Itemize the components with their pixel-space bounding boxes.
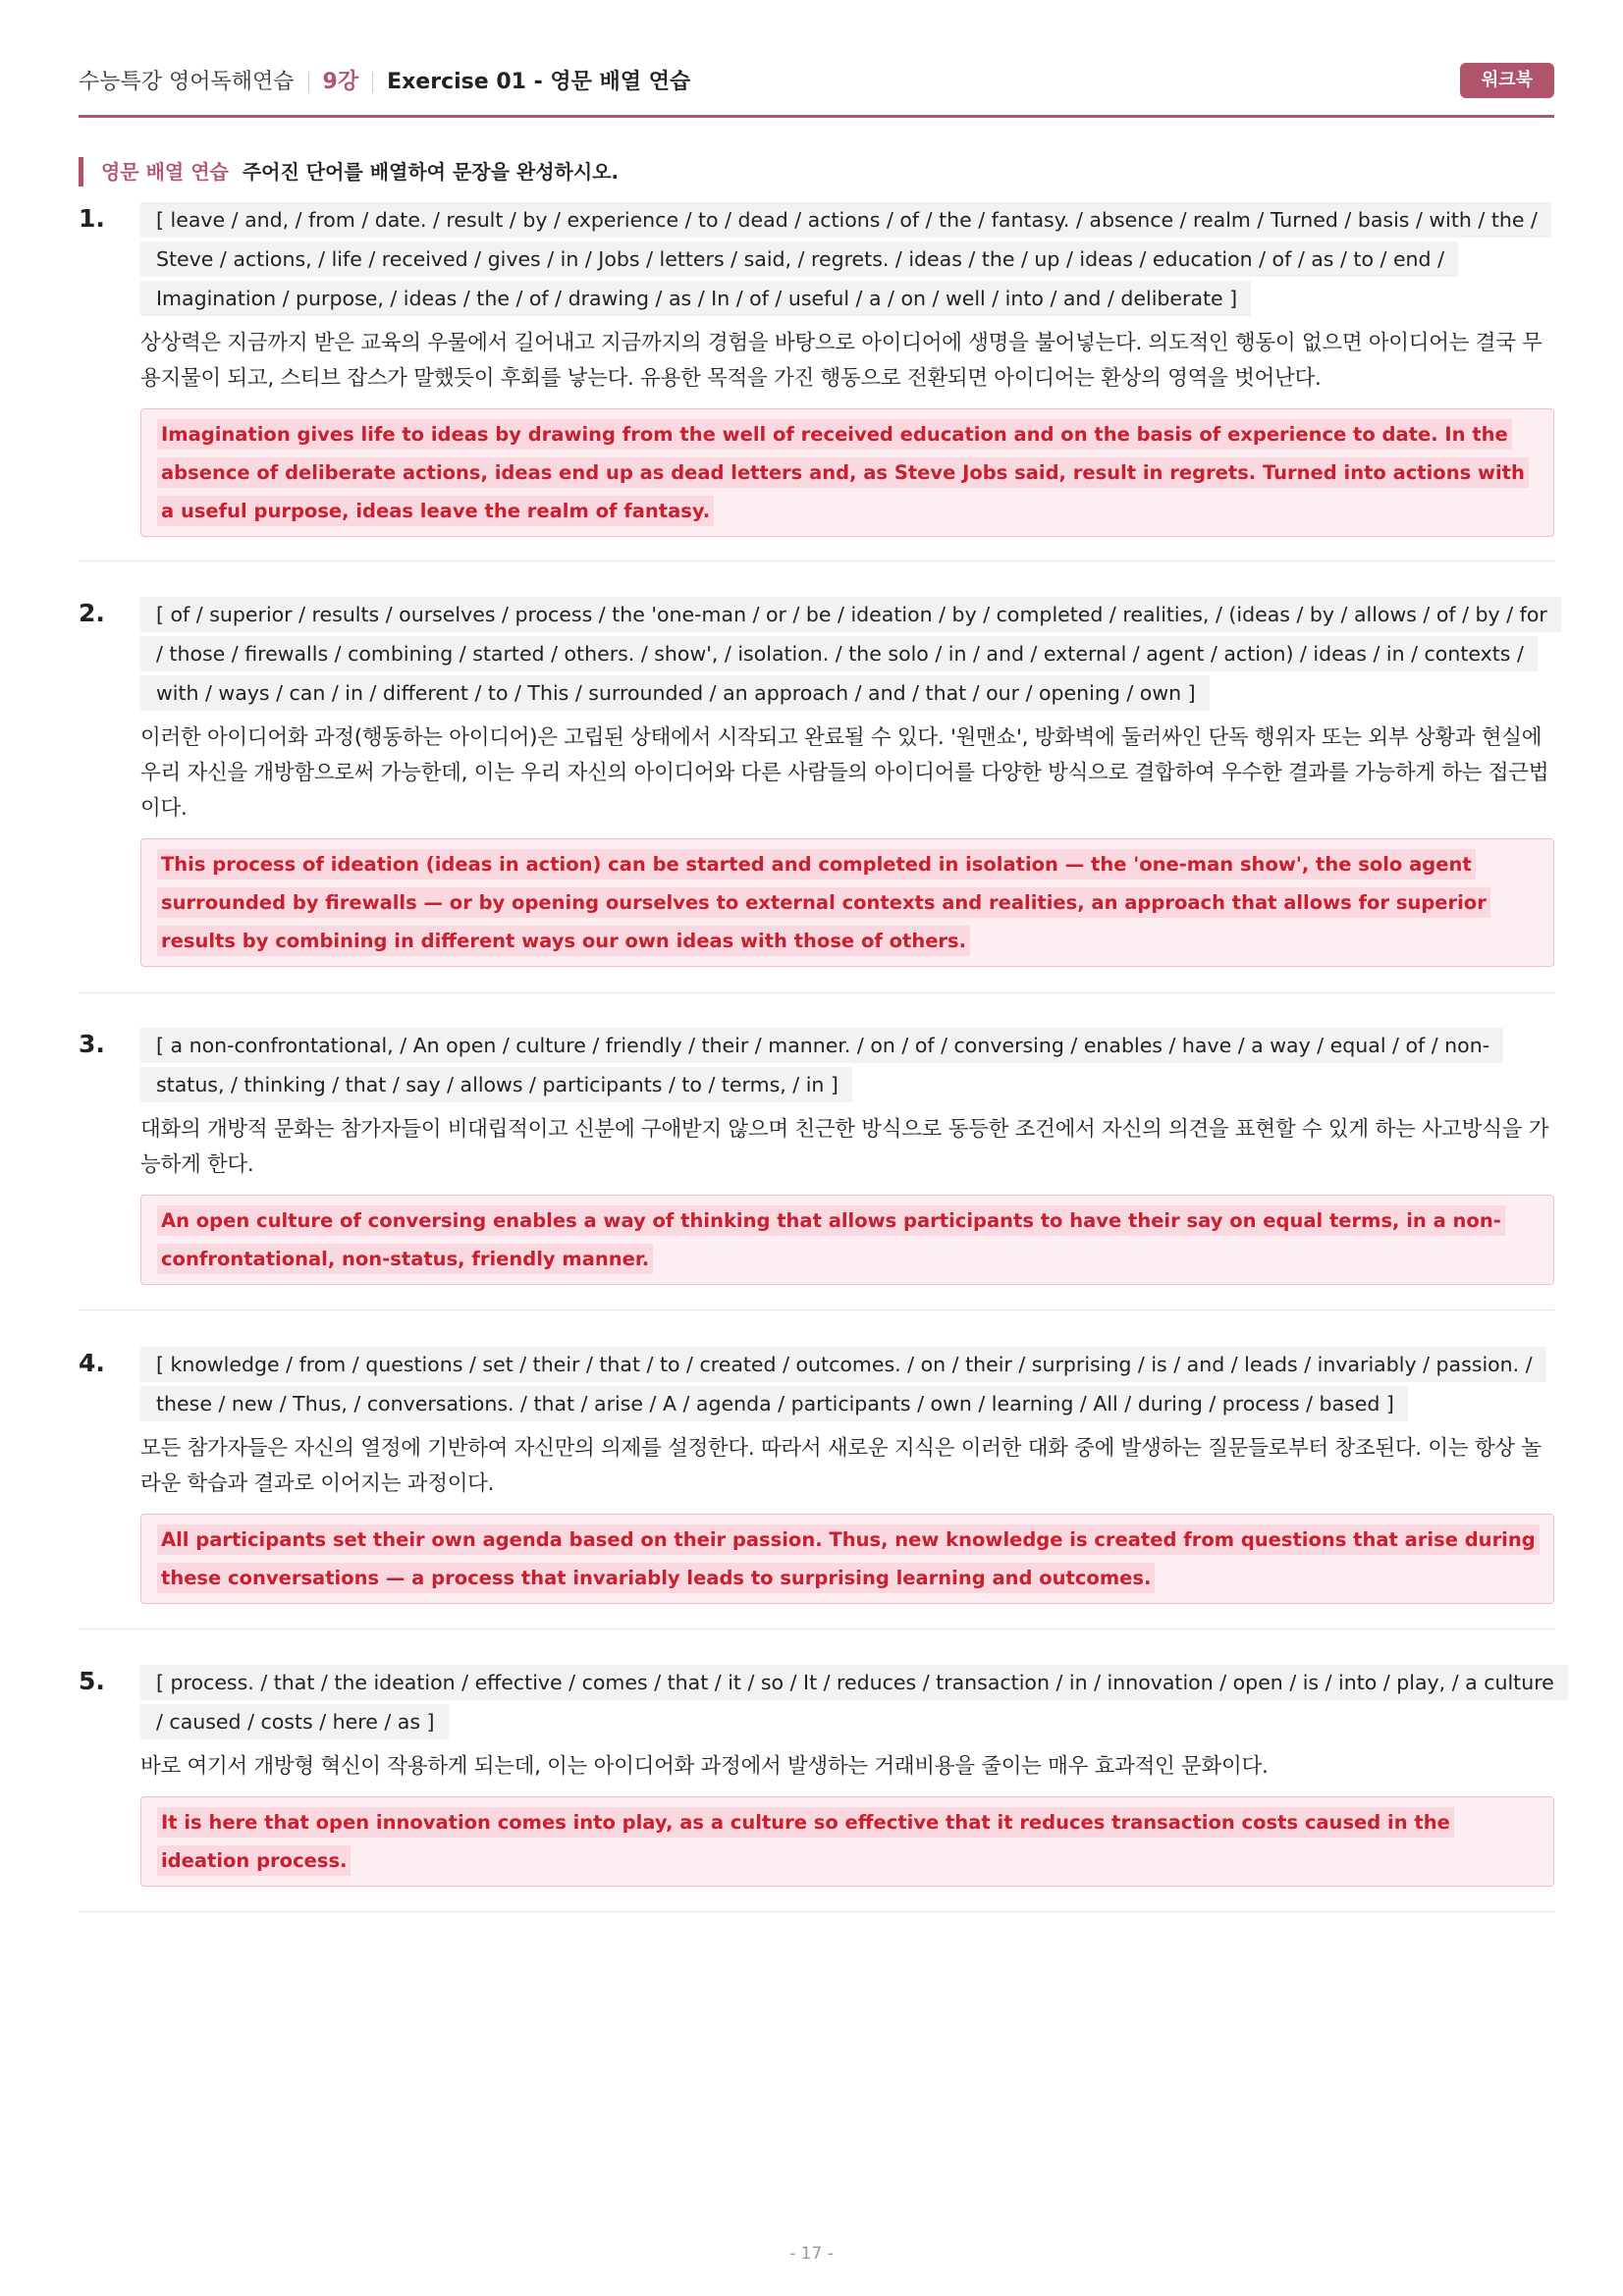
word-bank <box>140 595 1554 713</box>
exercise-item <box>79 200 1554 561</box>
word-bank-text: [ process. / that / the ideation / effective / comes / that / it / so / It / reduces / transaction / in / innovation / open / is / into / play, / a culture / caused / costs / here / as ] <box>140 1665 1568 1739</box>
korean-translation: 상상력은 지금까지 받은 교육의 우물에서 길어내고 지금까지의 경험을 바탕으로 아이디어에 생명을 불어넣는다. 의도적인 행동이 없으면 아이디어는 결국 무용지물이 되고, 스티브 잡스가 말했듯이 후회를 낳는다. 유용한 목적을 가진 행동으로 전환되면 아이디어는 환상의 영역을 벗어난다. <box>140 331 1542 391</box>
answer-box <box>140 1195 1554 1285</box>
section-heading <box>79 157 619 187</box>
exercise-title: Exercise 01 - 영문 배열 연습 <box>387 70 691 94</box>
breadcrumb-divider <box>372 72 373 93</box>
korean-translation: 대화의 개방적 문화는 참가자들이 비대립적이고 신분에 구애받지 않으며 친근한 방식으로 동등한 조건에서 자신의 의견을 표현할 수 있게 하는 사고방식을 가능하게 한다. <box>140 1117 1549 1177</box>
answer-box <box>140 408 1554 537</box>
book-title: 수능특강 영어독해연습 <box>79 70 295 94</box>
breadcrumb <box>79 67 690 98</box>
exercise-number: 3. <box>79 1030 105 1058</box>
word-bank <box>140 1026 1554 1104</box>
word-bank-text: [ leave / and, / from / date. / result / by / experience / to / dead / actions / of / the / fantasy. / absence / realm / Turned / basis / with / the / Steve / actions, / life / received / gives / in / Jobs / letters / said, / regrets. / ideas / the / up / ideas / education / of / as / to / end / Imagination / purpose, / ideas / the / of / drawing / as / In / of / useful / a / on / well / into / and / deliberate ] <box>140 202 1551 316</box>
page-header <box>79 61 1554 118</box>
lesson-number: 9강 <box>322 70 359 94</box>
word-bank <box>140 1663 1554 1741</box>
word-bank-text: [ knowledge / from / questions / set / their / that / to / created / outcomes. / on / their / surprising / is / and / leads / invariably / passion. / these / new / Thus, / conversations. / that / arise / A / agenda / participants / own / learning / All / during / process / based ] <box>140 1347 1546 1421</box>
answer-box <box>140 1796 1554 1887</box>
section-instruction: 주어진 단어를 배열하여 문장을 완성하시오. <box>242 160 620 184</box>
word-bank <box>140 200 1554 318</box>
exercise-number: 4. <box>79 1349 105 1377</box>
exercise-number: 1. <box>79 204 105 233</box>
answer-box <box>140 1514 1554 1604</box>
answer-text: An open culture of conversing enables a way of thinking that allows participants to have their say on equal terms, in a non-confrontational, non-status, friendly manner. <box>157 1205 1505 1274</box>
workbook-badge: 워크북 <box>1460 63 1554 98</box>
exercise-number: 2. <box>79 599 105 627</box>
section-title: 영문 배열 연습 <box>101 160 229 184</box>
word-bank-text: [ of / superior / results / ourselves / process / the 'one-man / or / be / ideation / by / completed / realities, / (ideas / by / allows / of / by / for / those / firewalls / combining / started / others. / show', / isolation. / the solo / in / and / external / agent / action) / ideas / in / contexts / with / ways / can / in / different / to / This / surrounded / an approach / and / that / our / opening / own ] <box>140 597 1561 711</box>
answer-text: All participants set their own agenda based on their passion. Thus, new knowledge is created from questions that arise during these conversations — a process that invariably leads to surprising learning and outcomes. <box>157 1524 1540 1593</box>
exercise-number: 5. <box>79 1667 105 1695</box>
answer-text: Imagination gives life to ideas by drawing from the well of received education and on the basis of experience to date. In the absence of deliberate actions, ideas end up as dead letters and, as Steve Jobs said, result in regrets. Turned into actions with a useful purpose, ideas leave the realm of fantasy. <box>157 419 1529 526</box>
korean-translation: 모든 참가자들은 자신의 열정에 기반하여 자신만의 의제를 설정한다. 따라서 새로운 지식은 이러한 대화 중에 발생하는 질문들로부터 창조된다. 이는 항상 놀라운 학습과 결과로 이어지는 과정이다. <box>140 1436 1542 1496</box>
answer-text: This process of ideation (ideas in action) can be started and completed in isolation — the 'one-man show', the solo agent surrounded by firewalls — or by opening ourselves to external contexts and realities, an approach that allows for superior results by combining in different ways our own ideas with those of others. <box>157 849 1490 956</box>
breadcrumb-divider <box>308 72 309 93</box>
exercise-item <box>79 595 1554 993</box>
answer-text: It is here that open innovation comes into play, as a culture so effective that it reduces transaction costs caused in the ideation process. <box>157 1807 1454 1876</box>
exercise-item <box>79 1026 1554 1310</box>
korean-translation: 바로 여기서 개방형 혁신이 작용하게 되는데, 이는 아이디어화 과정에서 발생하는 거래비용을 줄이는 매우 효과적인 문화이다. <box>140 1754 1269 1779</box>
korean-translation: 이러한 아이디어화 과정(행동하는 아이디어)은 고립된 상태에서 시작되고 완료될 수 있다. '원맨쇼', 방화벽에 둘러싸인 단독 행위자 또는 외부 상황과 현실에 우리 자신을 개방함으로써 가능한데, 이는 우리 자신의 아이디어와 다른 사람들의 아이디어를 다양한 방식으로 결합하여 우수한 결과를 가능하게 하는 접근법이다. <box>140 725 1549 821</box>
answer-box <box>140 838 1554 967</box>
exercise-item <box>79 1663 1554 1912</box>
word-bank-text: [ a non-confrontational, / An open / culture / friendly / their / manner. / on / of / conversing / enables / have / a way / equal / of / non-status, / thinking / that / say / allows / participants / to / terms, / in ] <box>140 1028 1503 1102</box>
exercise-item <box>79 1345 1554 1629</box>
word-bank <box>140 1345 1554 1423</box>
page-number: - 17 - <box>789 2244 834 2264</box>
